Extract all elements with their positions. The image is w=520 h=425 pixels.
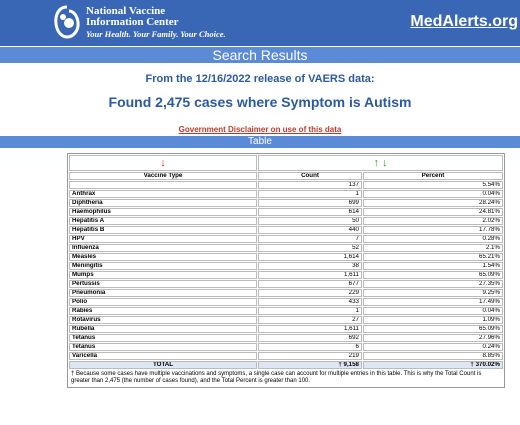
cell-name: Hepatitis B	[69, 226, 257, 234]
release-text: From the 12/16/2022 release of VAERS data:	[145, 73, 375, 85]
cell-name: Anthrax	[69, 190, 257, 198]
cell-count: 692	[258, 334, 362, 342]
cell-count: 38	[258, 262, 362, 270]
table-row	[69, 307, 503, 315]
cell-percent: 0.04%	[363, 307, 503, 315]
cell-name: Tetanus	[69, 343, 257, 351]
sort-asc-arrow-icon[interactable]: ↑	[373, 157, 379, 169]
cell-name: Meningitis	[69, 262, 257, 270]
table-row	[69, 280, 503, 288]
cell-name: Polio	[69, 298, 257, 306]
cell-name: HPV	[69, 235, 257, 243]
org-tagline: Your Health. Your Family. Your Choice.	[86, 29, 226, 39]
found-text: Found 2,475 cases where Symptom is Autism	[108, 94, 412, 110]
sort-desc-green-arrow-icon[interactable]: ↓	[382, 157, 388, 169]
table-row	[69, 244, 503, 252]
cell-count: 27	[258, 316, 362, 324]
cell-percent: 24.81%	[363, 208, 503, 216]
cell-percent: 1.54%	[363, 262, 503, 270]
table-row	[69, 226, 503, 234]
cell-count: 1,614	[258, 253, 362, 261]
cell-name: Rabies	[69, 307, 257, 315]
table-row	[69, 253, 503, 261]
medalerts-link[interactable]: MedAlerts.org	[410, 13, 518, 30]
cell-name	[69, 181, 257, 189]
sort-desc-arrow-icon[interactable]: ↓	[160, 157, 166, 169]
table-row	[69, 199, 503, 207]
org-line2: Information Center	[86, 16, 179, 28]
cell-count: 699	[258, 199, 362, 207]
cell-name: Hepatitis A	[69, 217, 257, 225]
cell-name: Haemophilus	[69, 208, 257, 216]
cell-count: 6	[258, 343, 362, 351]
header-percent[interactable]: Percent	[363, 172, 503, 180]
cell-name: Diphtheria	[69, 199, 257, 207]
cell-name: Pneumonia	[69, 289, 257, 297]
cell-percent: 0.24%	[363, 343, 503, 351]
results-table	[67, 153, 505, 388]
cell-count: 1	[258, 190, 362, 198]
site-header	[0, 0, 520, 46]
cell-percent: 8.85%	[363, 352, 503, 360]
table-row	[69, 343, 503, 351]
table-row	[69, 325, 503, 333]
cell-name: Measles	[69, 253, 257, 261]
cell-count: 1,611	[258, 271, 362, 279]
cell-name: Pertussis	[69, 280, 257, 288]
table-bar: Table	[0, 136, 520, 148]
cell-percent: 17.78%	[363, 226, 503, 234]
cell-count: 677	[258, 280, 362, 288]
cell-percent: 65.09%	[363, 325, 503, 333]
cell-name: Varicella	[69, 352, 257, 360]
table-row	[69, 298, 503, 306]
header-count[interactable]: Count	[258, 172, 362, 180]
cell-percent: 28.24%	[363, 199, 503, 207]
table-row	[69, 271, 503, 279]
cell-percent: 17.49%	[363, 298, 503, 306]
cell-percent: 0.04%	[363, 190, 503, 198]
cell-percent: 0.28%	[363, 235, 503, 243]
cell-count: 433	[258, 298, 362, 306]
table-row	[69, 181, 503, 189]
total-label: TOTAL	[69, 361, 257, 369]
cell-count: 1,611	[258, 325, 362, 333]
cell-count: 137	[258, 181, 362, 189]
table-row	[69, 352, 503, 360]
cell-name: Rubella	[69, 325, 257, 333]
cell-percent: 65.09%	[363, 271, 503, 279]
cell-name: Rotavirus	[69, 316, 257, 324]
cell-percent: 65.21%	[363, 253, 503, 261]
org-line1: National Vaccine	[86, 5, 166, 17]
table-row	[69, 190, 503, 198]
cell-percent: 1.09%	[363, 316, 503, 324]
cell-count: 440	[258, 226, 362, 234]
cell-count: 219	[258, 352, 362, 360]
cell-percent: 9.25%	[363, 289, 503, 297]
sort-row	[69, 155, 503, 171]
cell-percent: 2.02%	[363, 217, 503, 225]
cell-name: Tetanus	[69, 334, 257, 342]
table-row	[69, 289, 503, 297]
cell-name: Influenza	[69, 244, 257, 252]
table-row	[69, 262, 503, 270]
cell-percent: 27.96%	[363, 334, 503, 342]
table-row	[69, 208, 503, 216]
cell-percent: 27.35%	[363, 280, 503, 288]
org-name	[86, 6, 226, 40]
table-row	[69, 316, 503, 324]
search-results-bar: Search Results	[0, 47, 520, 63]
nvic-logo-icon[interactable]	[52, 4, 82, 40]
total-percent: † 370.02%	[363, 361, 503, 369]
footnote-row	[69, 370, 503, 386]
table-header-row	[69, 172, 503, 180]
table-row	[69, 334, 503, 342]
cell-count: 52	[258, 244, 362, 252]
cell-count: 229	[258, 289, 362, 297]
cell-count: 1	[258, 307, 362, 315]
cell-name: Mumps	[69, 271, 257, 279]
total-count: † 9,158	[258, 361, 362, 369]
total-row	[69, 361, 503, 369]
cell-count: 614	[258, 208, 362, 216]
footnote-text: † Because some cases have multiple vaccinations and symptoms, a single case can account for multiple entries in this table. This is why the Total Count is greater than 2,475 (the number of cases found), and the Total Percent is greater than 100.	[71, 371, 482, 384]
header-vaccine-type[interactable]: Vaccine Type	[69, 172, 257, 180]
disclaimer	[0, 119, 520, 137]
table-row	[69, 217, 503, 225]
disclaimer-link[interactable]: Government Disclaimer on use of this data	[178, 125, 342, 134]
cell-count: 50	[258, 217, 362, 225]
cell-count: 7	[258, 235, 362, 243]
table-row	[69, 235, 503, 243]
cell-percent: 2.1%	[363, 244, 503, 252]
cell-percent: 5.54%	[363, 181, 503, 189]
